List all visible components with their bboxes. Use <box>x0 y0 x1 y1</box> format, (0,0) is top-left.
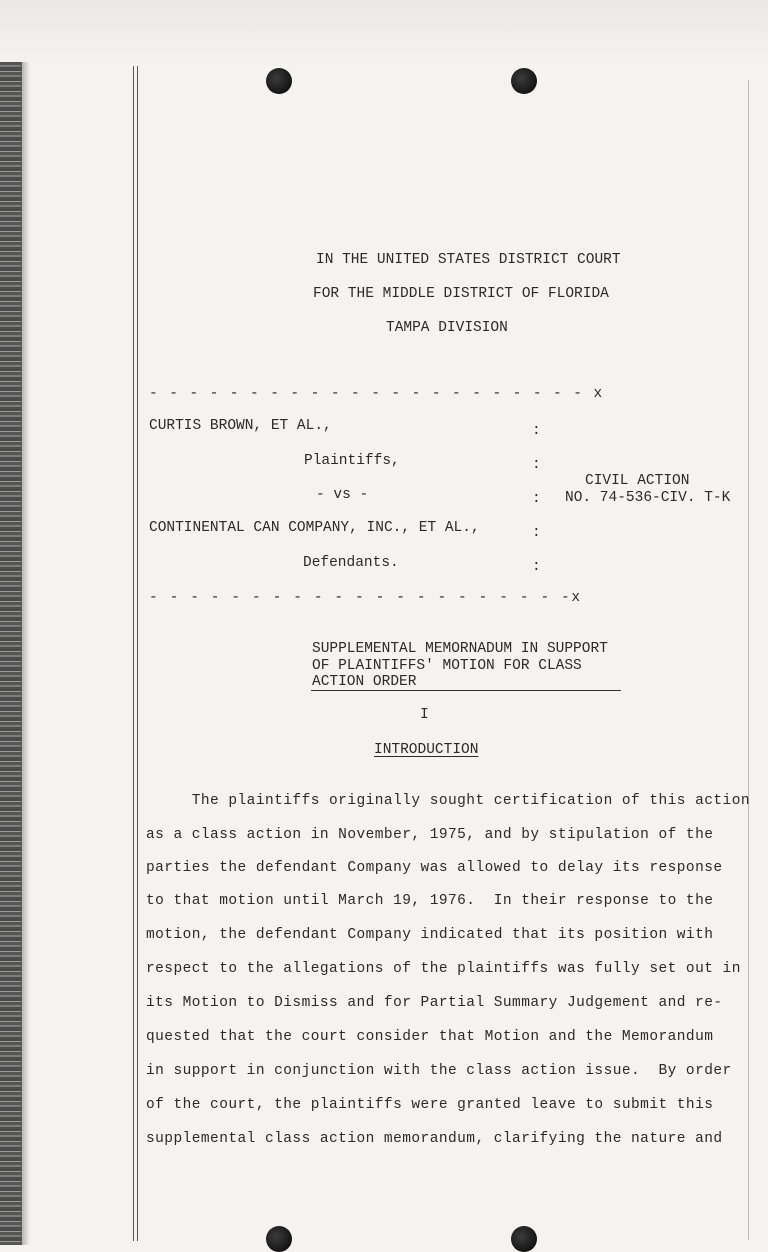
document-title-line-3: ACTION ORDER <box>312 674 417 690</box>
plaintiff-role: Plaintiffs, <box>304 453 400 469</box>
scan-top-edge <box>0 0 768 62</box>
punch-hole-bottom-left <box>266 1226 292 1252</box>
body-line-4: to that motion until March 19, 1976. In their response to the <box>146 893 714 909</box>
right-edge-line <box>748 80 749 1240</box>
plaintiff-name: CURTIS BROWN, ET AL., <box>149 418 332 434</box>
caption-colon: : <box>532 423 541 439</box>
body-line-10: of the court, the plaintiffs were granted leave to submit this <box>146 1097 714 1113</box>
caption-top-rule: - - - - - - - - - - - - - - - - - - - - - - x <box>149 386 604 402</box>
civil-action-number: NO. 74-536-CIV. T-K <box>565 490 731 506</box>
margin-line-right <box>137 66 138 1241</box>
body-line-8: quested that the court consider that Motion and the Memorandum <box>146 1029 714 1045</box>
body-line-2: as a class action in November, 1975, and by stipulation of the <box>146 827 714 843</box>
versus-label: - vs - <box>316 487 369 503</box>
body-line-6: respect to the allegations of the plaintiffs was fully set out in <box>146 961 741 977</box>
body-line-3: parties the defendant Company was allowed to delay its response <box>146 860 723 876</box>
document-title-line-2: OF PLAINTIFFS' MOTION FOR CLASS <box>312 658 582 674</box>
caption-colon: : <box>532 559 541 575</box>
caption-colon: : <box>532 457 541 473</box>
body-line-5: motion, the defendant Company indicated that its position with <box>146 927 714 943</box>
body-line-9: in support in conjunction with the class action issue. By order <box>146 1063 732 1079</box>
court-heading-line-1: IN THE UNITED STATES DISTRICT COURT <box>316 252 621 268</box>
caption-bottom-rule: - - - - - - - - - - - - - - - - - - - - -x <box>149 590 582 606</box>
punch-hole-bottom-right <box>511 1226 537 1252</box>
punch-hole-top-left <box>266 68 292 94</box>
court-heading-line-3: TAMPA DIVISION <box>386 320 508 336</box>
caption-colon: : <box>532 525 541 541</box>
section-numeral: I <box>420 707 429 723</box>
document-title-line-1: SUPPLEMENTAL MEMORNADUM IN SUPPORT <box>312 641 608 657</box>
margin-line-left <box>133 66 134 1241</box>
punch-hole-top-right <box>511 68 537 94</box>
body-line-11: supplemental class action memorandum, clarifying the nature and <box>146 1131 723 1147</box>
court-heading-line-2: FOR THE MIDDLE DISTRICT OF FLORIDA <box>313 286 609 302</box>
document-title-underline <box>311 690 621 691</box>
defendant-role: Defendants. <box>303 555 399 571</box>
section-heading: INTRODUCTION <box>374 742 479 758</box>
scan-left-edge <box>0 62 22 1245</box>
civil-action-label: CIVIL ACTION <box>585 473 690 489</box>
caption-colon: : <box>532 491 541 507</box>
body-line-1: The plaintiffs originally sought certification of this action <box>146 793 750 809</box>
body-line-7: its Motion to Dismiss and for Partial Summary Judgement and re- <box>146 995 723 1011</box>
defendant-name: CONTINENTAL CAN COMPANY, INC., ET AL., <box>149 520 480 536</box>
scan-left-shadow <box>20 62 30 1245</box>
